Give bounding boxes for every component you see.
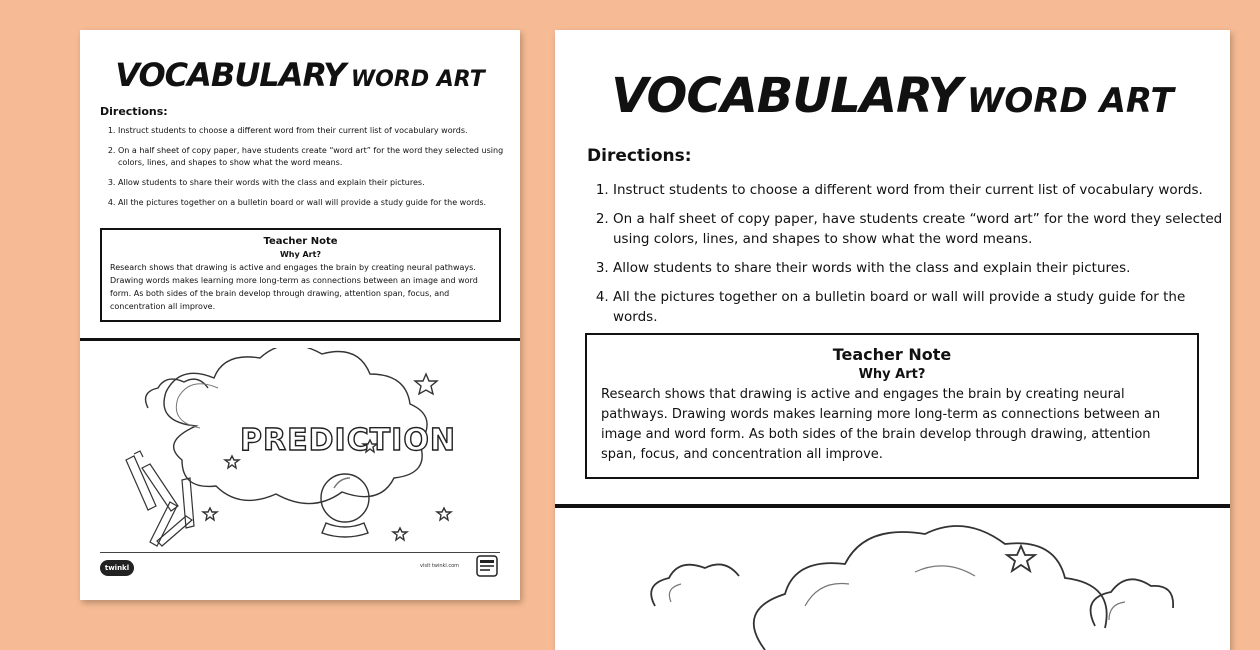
worksheet-preview-zoomed (555, 30, 1230, 650)
teacher-note-body: Research shows that drawing is active and engages the brain by creating neural pathways. Drawing words makes learning more long-term as connections between an image and word form. As both sides of the brain develop through drawing, attention span, focus, and concentration all improve. (110, 263, 478, 311)
artwork-word: PREDICTION (240, 423, 456, 458)
section-divider (555, 504, 1230, 508)
worksheet-title (80, 56, 520, 94)
section-divider (80, 338, 520, 341)
direction-step: 4. All the pictures together on a bulletin board or wall will provide a study guide for the words. (613, 287, 1223, 327)
quality-seal-icon (475, 554, 499, 578)
direction-step: 1. Instruct students to choose a different word from their current list of vocabulary words. (613, 180, 1223, 200)
direction-step: 3. Allow students to share their words with the class and explain their pictures. (118, 177, 518, 189)
directions-list (100, 125, 518, 217)
teacher-note-subtitle: Why Art? (858, 367, 926, 382)
direction-step: 1. Instruct students to choose a different word from their current list of vocabulary words. (118, 125, 518, 137)
direction-step: 4. All the pictures together on a bulletin board or wall will provide a study guide for the words. (118, 197, 518, 209)
directions-list (587, 180, 1223, 336)
teacher-note-box (100, 228, 501, 322)
teacher-note-body: Research shows that drawing is active and engages the brain by creating neural pathways. Drawing words makes learning more long-term as connections between an image and word form. As both sides of the brain develop through drawing, attention span, focus, and concentration all improve. (601, 387, 1161, 462)
footer-url: visit twinkl.com (420, 563, 460, 569)
worksheet-title (555, 68, 1230, 124)
title-word-art: WORD ART (350, 67, 485, 92)
prediction-word-art-illustration (100, 348, 500, 553)
title-vocabulary: VOCABULARY (611, 68, 962, 124)
footer-rule (100, 552, 500, 553)
directions-heading: Directions: (587, 146, 692, 166)
title-vocabulary: VOCABULARY (115, 56, 346, 94)
direction-step: 2. On a half sheet of copy paper, have students create “word art” for the word they selected using colors, lines, and shapes to show what the word means. (613, 209, 1223, 249)
worksheet-preview-small (80, 30, 520, 600)
direction-step: 2. On a half sheet of copy paper, have students create “word art” for the word they selected using colors, lines, and shapes to show what the word means. (118, 145, 518, 169)
directions-heading: Directions: (100, 105, 168, 118)
twinkl-logo: twinkl (100, 560, 134, 576)
teacher-note-subtitle: Why Art? (279, 250, 322, 259)
teacher-note-title: Teacher Note (832, 345, 952, 364)
teacher-note-title: Teacher Note (263, 236, 338, 247)
direction-step: 3. Allow students to share their words with the class and explain their pictures. (613, 258, 1223, 278)
teacher-note-box (585, 333, 1199, 479)
title-word-art: WORD ART (966, 81, 1174, 121)
